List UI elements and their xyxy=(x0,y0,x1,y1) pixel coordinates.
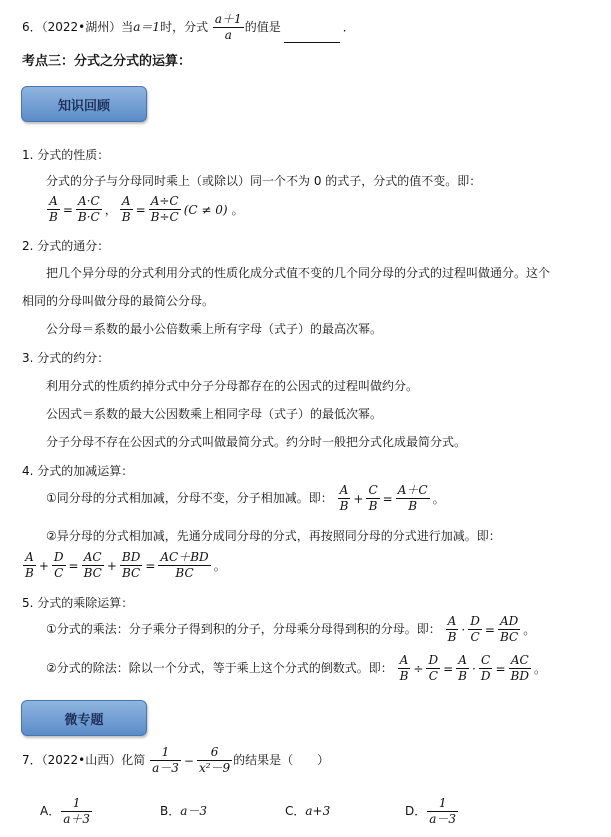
frac-num: AD xyxy=(499,614,519,628)
option-d[interactable] xyxy=(405,796,459,827)
knowledge-review-button[interactable]: 知识回顾 xyxy=(21,86,147,122)
frac-num: C xyxy=(479,653,493,669)
s4-rule1: ①同分母的分式相加减，分母不变，分子相加减。即： $\frac{A}{B}$ + $\frac{C}{B}$ = $\frac{A+C}{B}$ 。 xyxy=(46,483,445,513)
frac-num: A xyxy=(398,653,411,669)
s1-end: 。 xyxy=(231,203,244,217)
frac-den: B·C xyxy=(77,210,100,224)
frac-den: B xyxy=(408,499,418,513)
frac-num: D xyxy=(470,614,480,628)
frac-den: BC xyxy=(175,566,194,580)
section-heading-3: 考点三：分式之分式的运算： xyxy=(22,54,192,69)
frac-num: C xyxy=(368,483,378,497)
option-c-label: C． xyxy=(285,804,306,818)
q6-cond: a＝1 xyxy=(133,20,161,34)
s3-text1: 利用分式的性质约掉分式中分子分母都存在的公因式的过程叫做约分。 xyxy=(46,379,419,393)
s5-r2-text: ②分式的除法：除以一个分式，等于乘上这个分式的倒数式。即： xyxy=(46,661,393,675)
s2-text2: 相同的分母叫做分母的最简公分母。 xyxy=(22,294,215,308)
s5-rule2: ②分式的除法：除以一个分式，等于乘上这个分式的倒数式。即： $\frac{A}{B}$ ÷ $\frac{D}{C}$ = $\frac{A}{B}$ · $\frac{C}{D}$ = $\frac{AC}{BD}$ 。 xyxy=(46,653,546,683)
micro-topic-button[interactable]: 微专题 xyxy=(21,700,147,736)
q7-suffix: 的结果是（ ） xyxy=(233,753,330,767)
frac-den: B xyxy=(339,499,349,513)
s4-rule2-text: ②异分母的分式相加减，先通分成同分母的分式，再按照同分母的分式进行加减。即： xyxy=(46,529,501,543)
frac-num: A xyxy=(120,194,133,210)
frac-num: 1 xyxy=(61,796,92,812)
option-b-label: B． xyxy=(160,804,181,818)
s1-formula: $\frac{A}{B}$ = $\frac{A\cdot C}{B\cdot C}$ ， $\frac{A}{B}$ = $\frac{A\div C}{B\div C}$ (C ≠ 0) 。 xyxy=(49,194,244,224)
frac-den: C xyxy=(470,630,480,644)
option-b[interactable] xyxy=(160,802,207,819)
s1-text: 分式的分子与分母同时乘上（或除以）同一个不为 0 的式子，分式的值不变。即： xyxy=(46,174,482,188)
s1-cond: (C ≠ 0) xyxy=(183,202,228,217)
option-b-value: a－3 xyxy=(180,804,208,818)
frac-num: 1 xyxy=(150,745,181,761)
frac-num: AC xyxy=(509,653,531,669)
s2-title: 2. 分式的通分： xyxy=(22,239,110,253)
frac-den: B xyxy=(458,669,467,683)
answer-blank[interactable] xyxy=(284,31,340,43)
q6-fraction xyxy=(213,12,244,43)
q6-suffix: 的值是 xyxy=(244,20,281,34)
q6-end: ． xyxy=(342,20,355,34)
s3-text3: 分子分母不存在公因式的分式叫做最简分式。约分时一般把分式化成最简分式。 xyxy=(46,435,467,449)
frac-den: D xyxy=(480,669,491,683)
frac-num: AC xyxy=(82,550,104,566)
question-6 xyxy=(22,12,355,43)
s4-end: 。 xyxy=(432,492,445,506)
frac-den: C xyxy=(428,669,438,683)
s5-rule1: ①分式的乘法：分子乘分子得到积的分子，分母乘分母得到积的分母。即： $\frac{A}{B}$ · $\frac{D}{C}$ = $\frac{AD}{BC}$ 。 xyxy=(46,614,536,644)
q6-den: a xyxy=(224,28,232,42)
frac-den: B xyxy=(25,566,34,580)
frac-num: D xyxy=(428,653,439,667)
q6-mid: 时，分式 xyxy=(160,20,209,34)
q6-prefix: 6．（2022•湖州）当 xyxy=(22,20,134,34)
option-c-value: a+3 xyxy=(305,804,331,818)
frac-den: BC xyxy=(121,566,141,580)
s2-text3: 公分母＝系数的最小公倍数乘上所有字母（式子）的最高次幂。 xyxy=(46,322,383,336)
option-d-label: D． xyxy=(405,804,427,818)
frac-num: A xyxy=(446,614,459,630)
s4-end-2: 。 xyxy=(213,559,226,573)
frac-den: B xyxy=(447,630,457,644)
frac-den: a－3 xyxy=(152,761,179,775)
frac-den: B÷C xyxy=(150,210,179,224)
frac-num: 6 xyxy=(197,745,232,761)
frac-den: B xyxy=(49,210,58,224)
frac-num: A＋C xyxy=(397,483,428,497)
frac-den: BC xyxy=(499,630,519,644)
s4-rule2-formula: $\frac{A}{B}$ + $\frac{D}{C}$ = $\frac{AC}{BC}$ + $\frac{BD}{BC}$ = $\frac{AC+BD}{BC}$ 。 xyxy=(25,550,226,580)
frac-den: B xyxy=(368,499,378,513)
option-a-label: A． xyxy=(40,804,61,818)
frac-den: B xyxy=(399,669,409,683)
frac-den: C xyxy=(54,566,64,580)
s5-end: 。 xyxy=(523,623,536,637)
frac-den: B xyxy=(121,210,131,224)
frac-num: A xyxy=(338,483,351,499)
q6-num: a＋1 xyxy=(214,12,242,26)
frac-num: A xyxy=(456,653,469,669)
frac-num: 1 xyxy=(427,796,458,812)
frac-den: BD xyxy=(510,669,529,683)
s5-title: 5. 分式的乘除运算： xyxy=(22,596,134,610)
frac-num: BD xyxy=(121,550,141,564)
frac-den: BC xyxy=(83,566,102,580)
q7-prefix: 7．（2022•山西）化简 xyxy=(22,753,146,767)
frac-den: a＋3 xyxy=(63,812,91,826)
question-7: 7．（2022•山西）化简 $\frac{1}{a-3}$ − $\frac{6}{\text{x²－9}}$ 的结果是（ ） xyxy=(22,745,330,775)
s5-end-2: 。 xyxy=(533,662,546,676)
s3-text2: 公因式＝系数的最大公因数乘上相同字母（式子）的最低次幂。 xyxy=(46,407,383,421)
frac-num: AC＋BD xyxy=(160,550,209,564)
s4-title: 4. 分式的加减运算： xyxy=(22,464,134,478)
s3-title: 3. 分式的约分： xyxy=(22,351,110,365)
frac-num: A÷C xyxy=(149,194,181,210)
frac-num: D xyxy=(53,550,64,564)
s5-r1-text: ①分式的乘法：分子乘分子得到积的分子，分母乘分母得到积的分母。即： xyxy=(46,622,441,636)
s4-r1-text: ①同分母的分式相加减，分母不变，分子相加减。即： xyxy=(46,491,333,505)
frac-num: A·C xyxy=(76,194,102,210)
frac-den: a－3 xyxy=(429,812,457,826)
frac-num: A xyxy=(47,194,60,210)
frac-den: x²－9 xyxy=(198,761,231,775)
frac-num: A xyxy=(23,550,36,566)
s2-text1: 把几个异分母的分式利用分式的性质化成分式值不变的几个同分母的分式的过程叫做通分。这个 xyxy=(46,266,551,280)
option-a[interactable] xyxy=(40,796,93,827)
s1-title: 1. 分式的性质： xyxy=(22,148,110,162)
option-c[interactable] xyxy=(285,802,330,819)
